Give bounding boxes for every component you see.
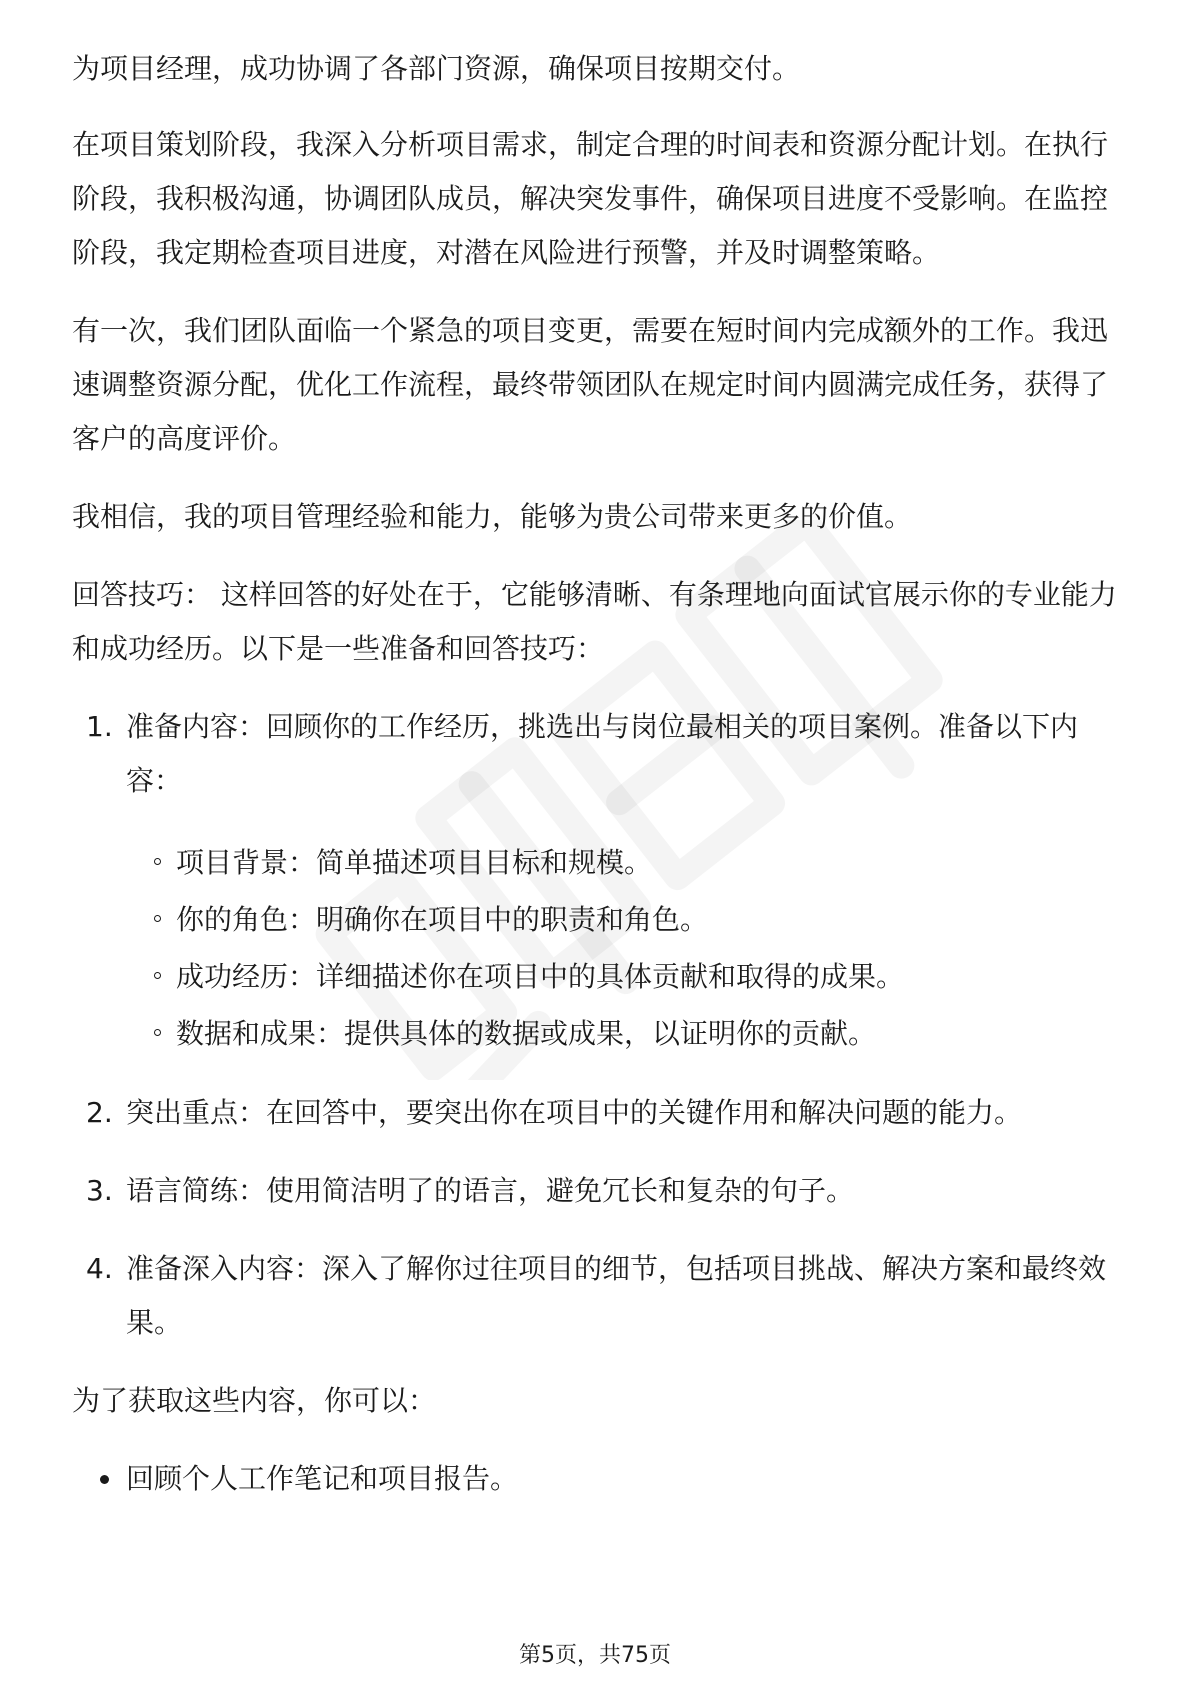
- list-item: [72, 1452, 1122, 1506]
- paragraph-example: 有一次，我们团队面临一个紧急的项目变更，需要在短时间内完成额外的工作。我迅速调整资源分配，优化工作流程，最终带领团队在规定时间内圆满完成任务，获得了客户的高度评价。: [72, 314, 1109, 455]
- tip-item: [72, 1242, 1122, 1350]
- sub-list-item: [126, 891, 1122, 948]
- gather-list: [72, 1452, 1122, 1506]
- tip-item: [72, 1086, 1122, 1140]
- page-number: 第5页，共75页: [519, 1643, 671, 1668]
- bullet-icon: [100, 1475, 109, 1484]
- paragraph-answer-tips: 回答技巧： 这样回答的好处在于，它能够清晰、有条理地向面试官展示你的专业能力和成功经历。以下是一些准备和回答技巧：: [72, 578, 1117, 665]
- sub-item-text: 你的角色：明确你在项目中的职责和角色。: [176, 903, 709, 936]
- list-number: 1.: [86, 710, 113, 743]
- paragraph-conclusion: 我相信，我的项目管理经验和能力，能够为贵公司带来更多的价值。: [72, 500, 913, 533]
- hollow-bullet-icon: [154, 972, 161, 979]
- sub-list-item: [126, 834, 1122, 891]
- paragraph-phases: 在项目策划阶段，我深入分析项目需求，制定合理的时间表和资源分配计划。在执行阶段，我积极沟通，协调团队成员，解决突发事件，确保项目进度不受影响。在监控阶段，我定期检查项目进度，对潜在风险进行预警，并及时调整策略。: [72, 128, 1109, 269]
- paragraph-gather-intro: 为了获取这些内容，你可以：: [72, 1384, 437, 1417]
- document-body: [72, 42, 1122, 1506]
- hollow-bullet-icon: [154, 858, 161, 865]
- sub-item-text: 数据和成果：提供具体的数据或成果，以证明你的贡献。: [176, 1017, 877, 1050]
- tips-list: [72, 700, 1122, 1350]
- list-item-text: 回顾个人工作笔记和项目报告。: [126, 1462, 519, 1495]
- sub-list: [126, 834, 1122, 1062]
- tip-text: 准备内容：回顾你的工作经历，挑选出与岗位最相关的项目案例。准备以下内容：: [126, 710, 1079, 797]
- list-number: 3.: [86, 1174, 113, 1207]
- tip-item: [72, 1164, 1122, 1218]
- tip-text: 准备深入内容：深入了解你过往项目的细节，包括项目挑战、解决方案和最终效果。: [126, 1252, 1107, 1339]
- sub-list-item: [126, 948, 1122, 1005]
- sub-item-text: 成功经历：详细描述你在项目中的具体贡献和取得的成果。: [176, 960, 905, 993]
- tip-text: 突出重点：在回答中，要突出你在项目中的关键作用和解决问题的能力。: [126, 1096, 1023, 1129]
- sub-item-text: 项目背景：简单描述项目目标和规模。: [176, 846, 653, 879]
- list-number: 2.: [86, 1096, 113, 1129]
- paragraph-intro: 为项目经理，成功协调了各部门资源，确保项目按期交付。: [72, 52, 801, 85]
- hollow-bullet-icon: [154, 1029, 161, 1036]
- sub-list-item: [126, 1005, 1122, 1062]
- hollow-bullet-icon: [154, 915, 161, 922]
- list-number: 4.: [86, 1252, 113, 1285]
- tip-item: [72, 700, 1122, 1062]
- tip-text: 语言简练：使用简洁明了的语言，避免冗长和复杂的句子。: [126, 1174, 855, 1207]
